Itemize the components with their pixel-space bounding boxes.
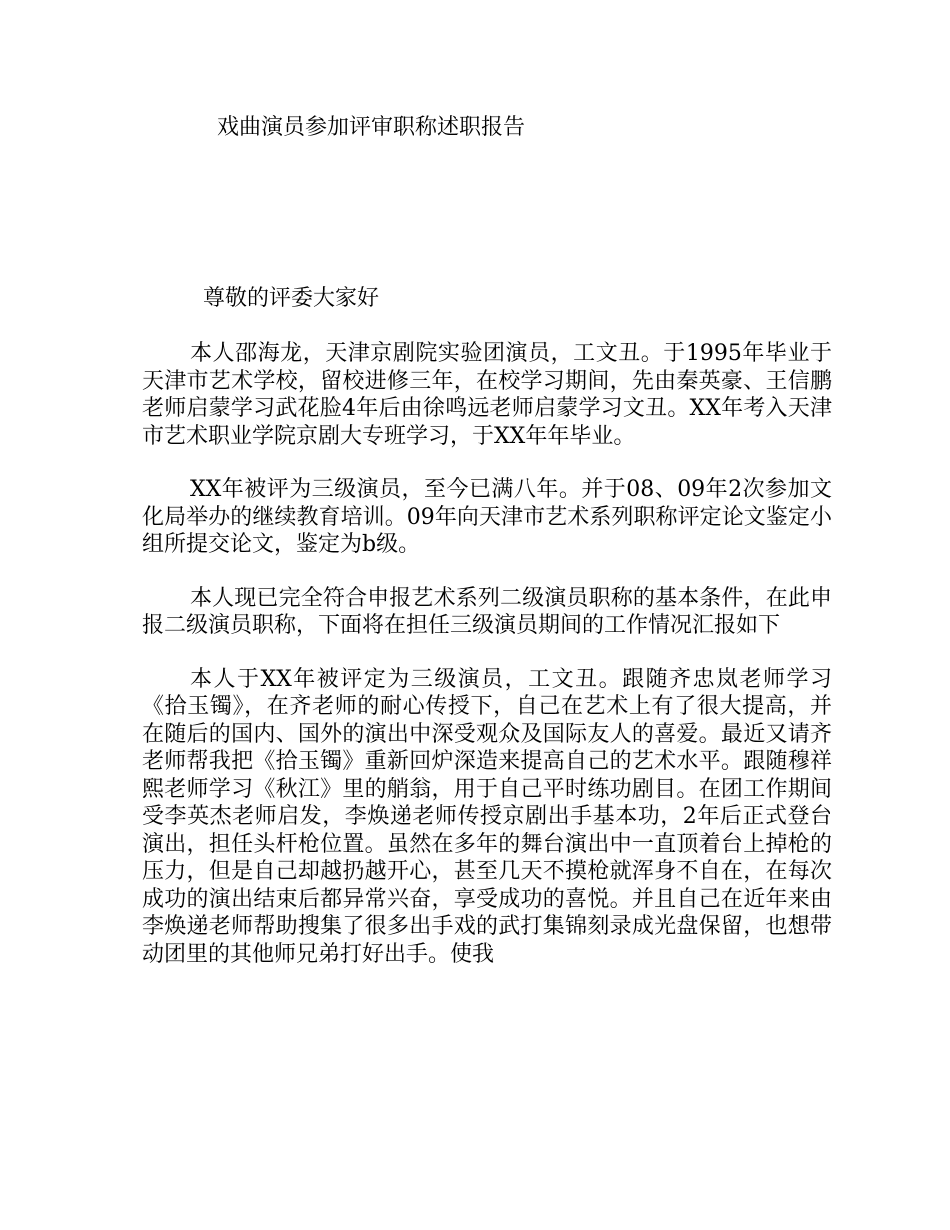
paragraph-3: 本人现已完全符合申报艺术系列二级演员职称的基本条件，在此申报二级演员职称，下面将在担任三级演员期间的工作情况汇报如下 [142, 585, 832, 638]
document-body [142, 340, 832, 968]
paragraph-1: 本人邵海龙，天津京剧院实验团演员，工文丑。于1995年毕业于天津市艺术学校，留校进修三年，在校学习期间，先由秦英豪、王信鹏老师启蒙学习武花脸4年后由徐鸣远老师启蒙学习文丑。XX年考入天津市艺术职业学院京剧大专班学习，于XX年年毕业。 [142, 341, 832, 449]
salutation: 尊敬的评委大家好 [203, 286, 380, 311]
paragraph-2: XX年被评为三级演员，至今已满八年。并于08、09年2次参加文化局举办的继续教育培训。09年向天津市艺术系列职称评定论文鉴定小组所提交论文，鉴定为b级。 [142, 477, 832, 557]
paragraph-4: 本人于XX年被评定为三级演员，工文丑。跟随齐忠岚老师学习《拾玉镯》，在齐老师的耐心传授下，自己在艺术上有了很大提高，并在随后的国内、国外的演出中深受观众及国际友人的喜爱。最近又请齐老师帮我把《拾玉镯》重新回炉深造来提高自己的艺术水平。跟随穆祥熙老师学习《秋江》里的艄翁，用于自己平时练功剧目。在团工作期间受李英杰老师启发，李焕递老师传授京剧出手基本功，2年后正式登台演出，担任头杆枪位置。虽然在多年的舞台演出中一直顶着台上掉枪的压力，但是自己却越扔越开心，甚至几天不摸枪就浑身不自在，在每次成功的演出结束后都异常兴奋，享受成功的喜悦。并且自己在近年来由李焕递老师帮助搜集了很多出手戏的武打集锦刻录成光盘保留，也想带动团里的其他师兄弟打好出手。使我 [142, 666, 832, 967]
document-title: 戏曲演员参加评审职称述职报告 [217, 115, 526, 140]
